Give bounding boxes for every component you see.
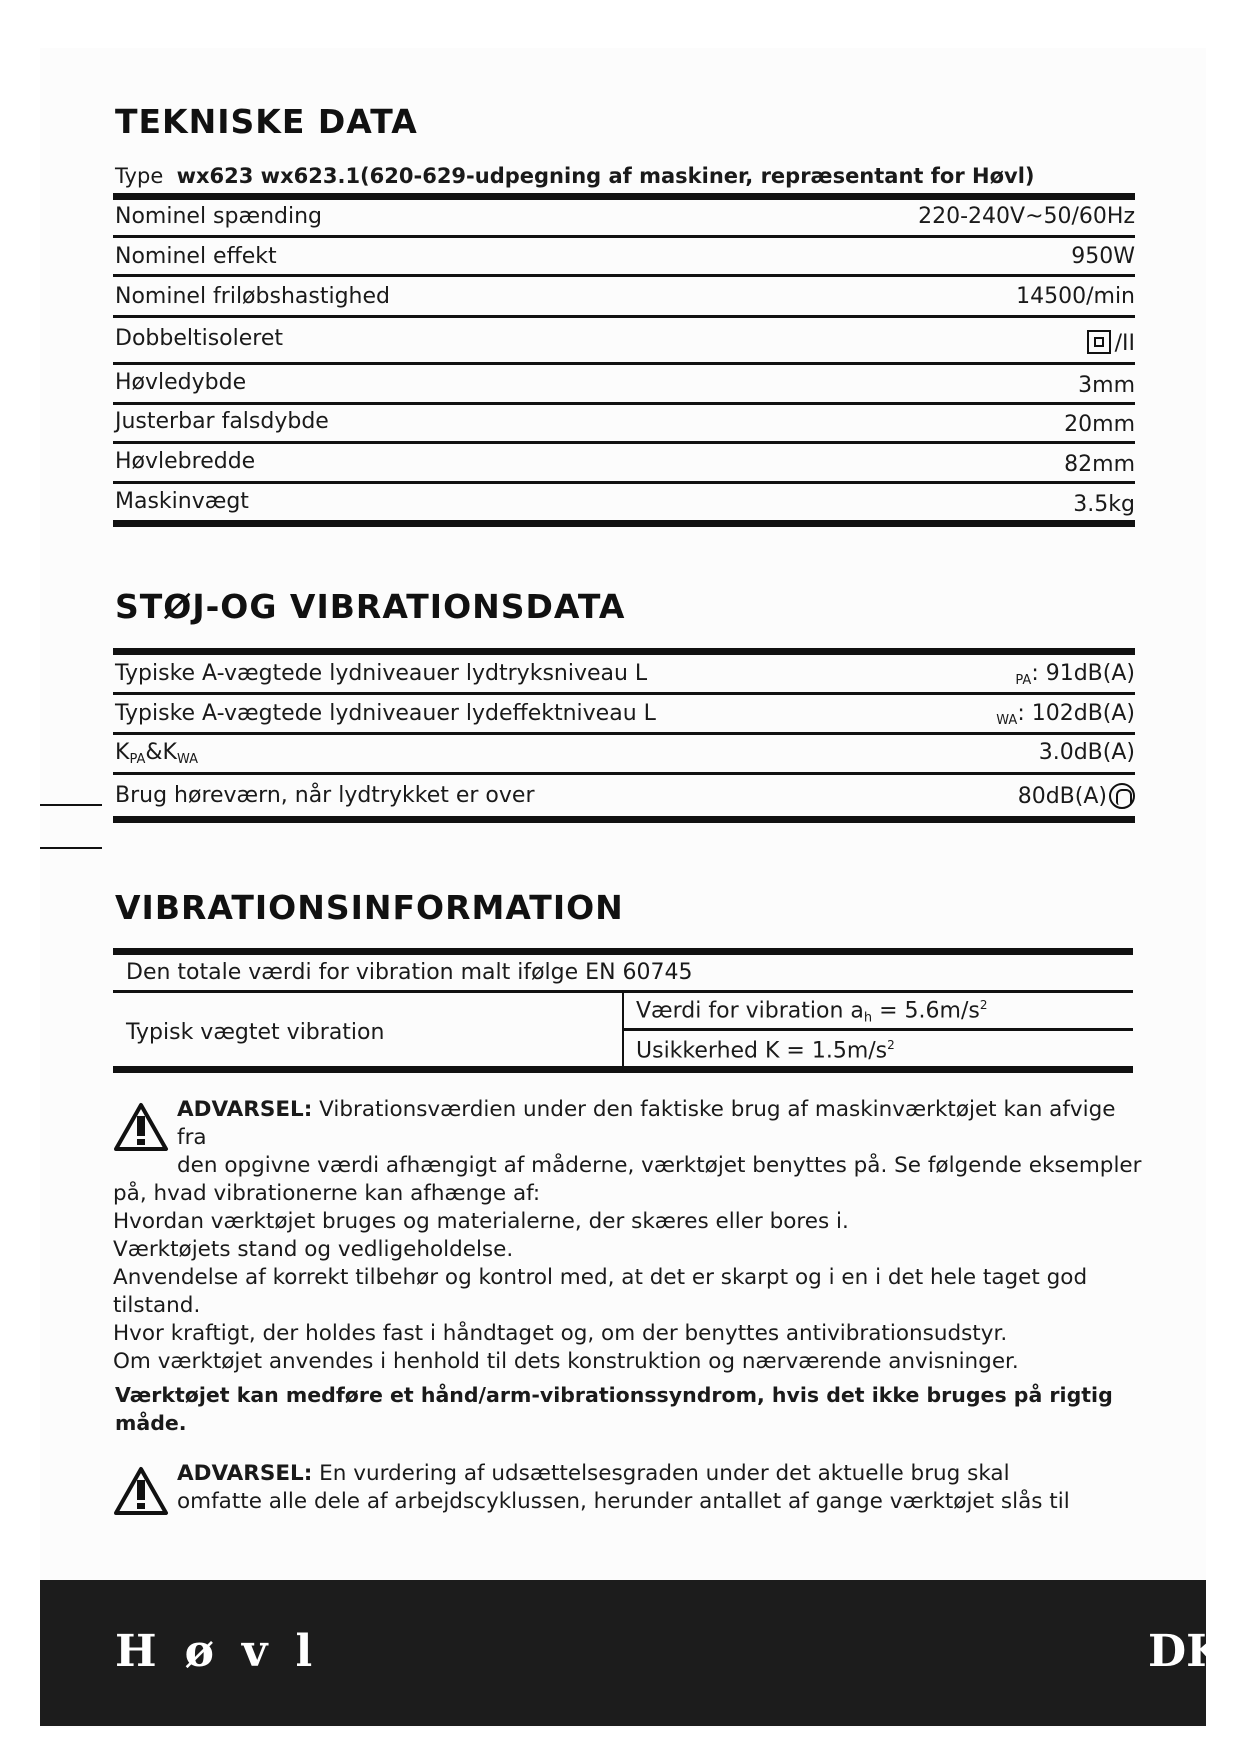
- noise-value-wrap: [1018, 783, 1135, 809]
- divider: [113, 732, 1135, 735]
- warning-line: [113, 1460, 1143, 1488]
- k-sub: PA: [129, 752, 146, 767]
- double-insulation-icon: [1087, 330, 1111, 354]
- vibration-header: Den totale værdi for vibration malt ifølge EN 60745: [126, 960, 693, 985]
- divider: [113, 692, 1135, 695]
- vibration-left: Typisk vægtet vibration: [126, 1020, 385, 1045]
- divider: [113, 481, 1135, 484]
- spec-label: Nominel effekt: [115, 244, 277, 269]
- footer-bar: [40, 1580, 1225, 1726]
- warning-line: tilstand.: [113, 1293, 201, 1318]
- warning-label: ADVARSEL:: [177, 1097, 313, 1122]
- spec-value: 220-240V~50/60Hz: [918, 204, 1135, 229]
- footer-product-name: Høvl: [115, 1626, 341, 1677]
- warning-triangle-icon: [113, 1466, 169, 1516]
- tech-data-heading: TEKNISKE DATA: [115, 102, 418, 141]
- warning-triangle-icon: [113, 1102, 169, 1152]
- k-letter: &K: [145, 740, 177, 765]
- vib-sup: 2: [887, 1038, 895, 1052]
- vibration-value: [636, 998, 987, 1025]
- divider: [113, 520, 1135, 527]
- warning-line: Værktøjets stand og vedligeholdelse.: [113, 1237, 514, 1262]
- spec-label: Justerbar falsdybde: [115, 409, 329, 434]
- noise-value-wrap: [1015, 661, 1135, 688]
- vib-sub: h: [863, 1010, 873, 1026]
- noise-label: Typiske A-vægtede lydniveauer lydeffektniveau L: [115, 701, 656, 726]
- footer-language-code: DK: [1148, 1626, 1225, 1677]
- divider: [113, 948, 1133, 955]
- noise-label: Typiske A-vægtede lydniveauer lydtryksniveau L: [115, 661, 648, 686]
- divider: [113, 441, 1135, 444]
- warning-line: på, hvad vibrationerne kan afhænge af:: [113, 1181, 541, 1206]
- noise-value-wrap: [996, 701, 1135, 728]
- vibration-heading: VIBRATIONSINFORMATION: [115, 888, 624, 927]
- noise-sub: WA: [996, 713, 1018, 728]
- noise-value: 3.0dB(A): [1038, 740, 1135, 765]
- spec-value: /II: [1114, 331, 1135, 356]
- divider: [113, 193, 1135, 200]
- spec-value: 3.5kg: [1073, 492, 1135, 517]
- warning-line: Hvor kraftigt, der holdes fast i håndtaget og, om der benyttes antivibrationsudstyr.: [113, 1321, 1008, 1346]
- vib-text: Usikkerhed K = 1.5m/s: [636, 1038, 888, 1064]
- warning-text: Vibrationsværdien under den faktiske brug af maskinværktøjet kan afvige fra: [177, 1097, 1116, 1150]
- noise-value: 80dB(A): [1017, 784, 1107, 809]
- noise-k-label: [115, 740, 198, 767]
- divider: [113, 274, 1135, 277]
- divider: [113, 362, 1135, 365]
- warning-line: Om værktøjet anvendes i henhold til dets konstruktion og nærværende anvisninger.: [113, 1349, 1019, 1374]
- spec-value: 3mm: [1078, 373, 1135, 398]
- warning-text: En vurdering af udsættelsesgraden under det aktuelle brug skal: [312, 1461, 1010, 1486]
- warning-line: [113, 1096, 1143, 1152]
- k-letter: K: [115, 740, 130, 765]
- spec-value: 82mm: [1064, 452, 1135, 477]
- spec-label: Høvledybde: [115, 370, 247, 395]
- margin-mark: [40, 804, 102, 806]
- divider: [113, 648, 1135, 655]
- type-value: wx623 wx623.1(620-629-udpegning af maskiner, repræsentant for Høvl): [176, 164, 1035, 188]
- margin-mark: [40, 847, 102, 849]
- spec-value: 20mm: [1064, 412, 1135, 437]
- bold-note: Værktøjet kan medføre et hånd/arm-vibrationssyndrom, hvis det ikke bruges på rigtig måde.: [115, 1383, 1113, 1435]
- noise-sub: PA: [1015, 673, 1032, 688]
- noise-heading: STØJ-OG VIBRATIONSDATA: [115, 587, 626, 626]
- spec-value-wrap: [1087, 330, 1135, 356]
- warning-block-1: [113, 1096, 1143, 1376]
- spec-label: Maskinvægt: [115, 489, 249, 514]
- spec-label: Nominel friløbshastighed: [115, 284, 390, 309]
- spec-label: Dobbeltisoleret: [115, 326, 284, 351]
- divider: [113, 402, 1135, 405]
- divider: [113, 315, 1135, 318]
- divider: [113, 772, 1135, 775]
- divider: [113, 1066, 1133, 1073]
- vibration-uncertainty: [636, 1038, 895, 1063]
- type-line: [115, 164, 1035, 188]
- spec-label: Høvlebredde: [115, 449, 256, 474]
- warning-line: Anvendelse af korrekt tilbehør og kontrol med, at det er skarpt og i en i det hele taget god: [113, 1265, 1088, 1290]
- vib-text: = 5.6m/s: [872, 998, 980, 1024]
- spec-label: Nominel spænding: [115, 204, 323, 229]
- type-label: Type: [115, 164, 164, 188]
- noise-value: : 91dB(A): [1031, 661, 1135, 686]
- spec-value: 950W: [1071, 244, 1135, 269]
- divider: [113, 816, 1135, 823]
- vib-sup: 2: [979, 998, 988, 1012]
- warning-line: den opgivne værdi afhængigt af måderne, værktøjet benyttes på. Se følgende eksempler: [177, 1153, 1142, 1178]
- vib-text: Værdi for vibration a: [636, 998, 864, 1024]
- divider: [622, 1028, 1133, 1031]
- warning-label: ADVARSEL:: [177, 1461, 313, 1486]
- ear-protection-icon: [1109, 783, 1135, 809]
- warning-line: omfatte alle dele af arbejdscyklussen, herunder antallet af gange værktøjet slås til: [177, 1489, 1070, 1514]
- k-sub: WA: [176, 752, 198, 767]
- noise-value: : 102dB(A): [1017, 701, 1135, 726]
- spec-value: 14500/min: [1016, 284, 1135, 309]
- noise-label: Brug høreværn, når lydtrykket er over: [115, 783, 535, 808]
- warning-line: Hvordan værktøjet bruges og materialerne, der skæres eller bores i.: [113, 1209, 849, 1234]
- warning-block-2: [113, 1460, 1143, 1516]
- divider: [113, 235, 1135, 238]
